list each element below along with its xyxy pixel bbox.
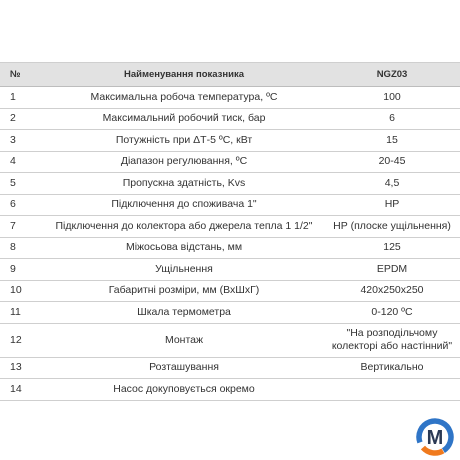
table-row bbox=[0, 323, 460, 357]
row-number: 13 bbox=[0, 357, 44, 379]
table-row bbox=[0, 237, 460, 259]
row-value: "На розподільчому колекторі або настінний" bbox=[324, 323, 460, 357]
row-value: 125 bbox=[324, 237, 460, 259]
table-row bbox=[0, 259, 460, 281]
row-value: 6 bbox=[324, 108, 460, 130]
row-value: 0-120 ºС bbox=[324, 302, 460, 324]
row-value: НР (плоске ущільнення) bbox=[324, 216, 460, 238]
row-number: 11 bbox=[0, 302, 44, 324]
table-row bbox=[0, 151, 460, 173]
row-parameter: Насос докуповується окремо bbox=[44, 379, 324, 401]
header-parameter-name: Найменування показника bbox=[44, 63, 324, 87]
row-parameter: Шкала термометра bbox=[44, 302, 324, 324]
row-number: 14 bbox=[0, 379, 44, 401]
row-number: 10 bbox=[0, 280, 44, 302]
table-header-row bbox=[0, 63, 460, 87]
row-parameter: Пропускна здатність, Kvs bbox=[44, 173, 324, 195]
table-row bbox=[0, 357, 460, 379]
table-row bbox=[0, 302, 460, 324]
row-value: 20-45 bbox=[324, 151, 460, 173]
row-number: 6 bbox=[0, 194, 44, 216]
row-value: 4,5 bbox=[324, 173, 460, 195]
row-parameter: Максимальний робочий тиск, бар bbox=[44, 108, 324, 130]
table-row bbox=[0, 216, 460, 238]
row-parameter: Міжосьова відстань, мм bbox=[44, 237, 324, 259]
row-parameter: Діапазон регулювання, ºС bbox=[44, 151, 324, 173]
row-number: 4 bbox=[0, 151, 44, 173]
row-value: 15 bbox=[324, 130, 460, 152]
row-parameter: Монтаж bbox=[44, 323, 324, 357]
row-value: 420x250x250 bbox=[324, 280, 460, 302]
row-parameter: Габаритні розміри, мм (ВхШхГ) bbox=[44, 280, 324, 302]
row-number: 9 bbox=[0, 259, 44, 281]
logo-letter: M bbox=[426, 427, 444, 449]
table-row bbox=[0, 173, 460, 195]
row-value bbox=[324, 379, 460, 401]
row-value: 100 bbox=[324, 87, 460, 109]
header-number: № bbox=[0, 63, 44, 87]
row-number: 3 bbox=[0, 130, 44, 152]
row-number: 1 bbox=[0, 87, 44, 109]
row-number: 2 bbox=[0, 108, 44, 130]
row-parameter: Потужність при ΔТ-5 ºС, кВт bbox=[44, 130, 324, 152]
row-number: 8 bbox=[0, 237, 44, 259]
row-value: Вертикально bbox=[324, 357, 460, 379]
row-number: 12 bbox=[0, 323, 44, 357]
table-row bbox=[0, 379, 460, 401]
header-model: NGZ03 bbox=[324, 63, 460, 87]
row-number: 5 bbox=[0, 173, 44, 195]
row-parameter: Розташування bbox=[44, 357, 324, 379]
table-row bbox=[0, 194, 460, 216]
row-parameter: Підключення до колектора або джерела тепла 1 1/2" bbox=[44, 216, 324, 238]
row-value: НР bbox=[324, 194, 460, 216]
table-row bbox=[0, 108, 460, 130]
row-parameter: Максимальна робоча температура, ºС bbox=[44, 87, 324, 109]
row-number: 7 bbox=[0, 216, 44, 238]
row-parameter: Підключення до споживача 1" bbox=[44, 194, 324, 216]
table-row bbox=[0, 280, 460, 302]
table-row bbox=[0, 87, 460, 109]
row-value: EPDM bbox=[324, 259, 460, 281]
row-parameter: Ущільнення bbox=[44, 259, 324, 281]
spec-table bbox=[0, 62, 460, 401]
m-circle-logo-icon bbox=[413, 417, 457, 457]
table-row bbox=[0, 130, 460, 152]
